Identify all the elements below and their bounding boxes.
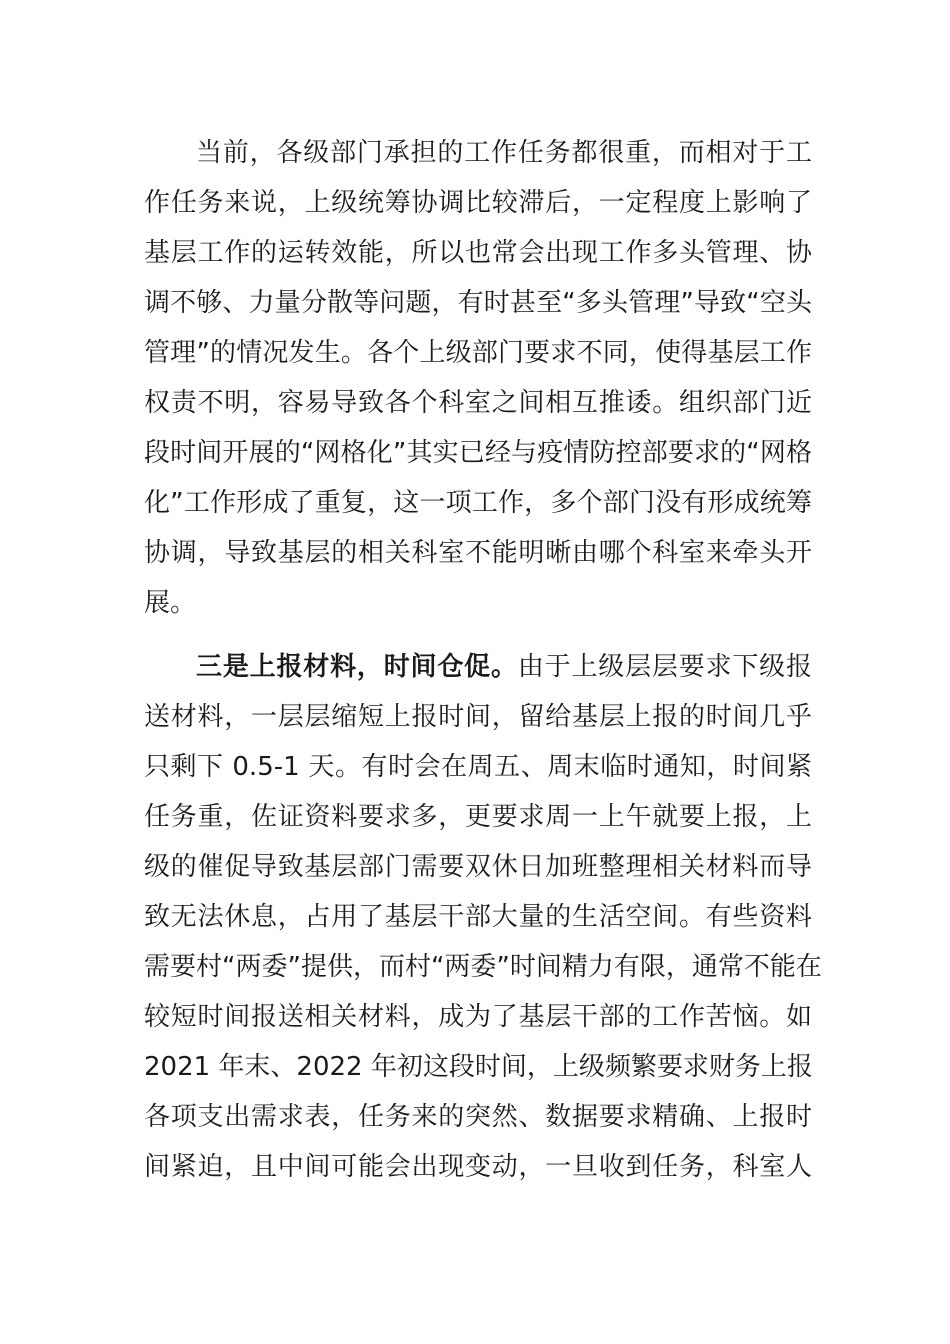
text-line: 段时间开展的“网格化”其实已经与疫情防控部要求的“网格 [144, 438, 812, 468]
paragraph-2 [144, 642, 822, 1192]
lead-text: 由于上级层层要求下级报 [517, 652, 812, 682]
text-line: 管理”的情况发生。各个上级部门要求不同，使得基层工作 [144, 338, 812, 368]
text-line: 送材料，一层层缩短上报时间，留给基层上报的时间几乎 [144, 702, 812, 732]
text-line: 致无法休息，占用了基层干部大量的生活空间。有些资料 [144, 902, 812, 932]
text-line: 调不够、力量分散等问题，有时甚至“多头管理”导致“空头 [144, 288, 812, 318]
text-line: 较短时间报送相关材料，成为了基层干部的工作苦恼。如 [144, 1002, 812, 1032]
paragraph-1 [144, 128, 812, 628]
text-line: 权责不明，容易导致各个科室之间相互推诿。组织部门近 [144, 388, 812, 418]
text-line: 作任务来说，上级统筹协调比较滞后，一定程度上影响了 [144, 188, 812, 218]
text-line-lead [144, 642, 812, 692]
text-line: 协调，导致基层的相关科室不能明晰由哪个科室来牵头开 [144, 538, 812, 568]
text-line: 基层工作的运转效能，所以也常会出现工作多头管理、协 [144, 238, 812, 268]
text-line: 展。 [144, 588, 197, 618]
text-line: 2021 年末、2022 年初这段时间，上级频繁要求财务上报 [144, 1052, 813, 1082]
text-line: 级的催促导致基层部门需要双休日加班整理相关材料而导 [144, 852, 812, 882]
text-line: 需要村“两委”提供，而村“两委”时间精力有限，通常不能在 [144, 952, 822, 982]
text-line: 化”工作形成了重复，这一项工作，多个部门没有形成统筹 [144, 488, 812, 518]
section-heading-inline: 三是上报材料，时间仓促。 [196, 652, 518, 682]
text-line: 间紧迫，且中间可能会出现变动，一旦收到任务，科室人 [144, 1152, 812, 1182]
text-line: 任务重，佐证资料要求多，更要求周一上午就要上报，上 [144, 802, 812, 832]
document-body [144, 128, 822, 1192]
text-line: 各项支出需求表，任务来的突然、数据要求精确、上报时 [144, 1102, 812, 1132]
text-line: 只剩下 0.5-1 天。有时会在周五、周末临时通知，时间紧 [144, 752, 812, 782]
text-line: 当前，各级部门承担的工作任务都很重，而相对于工 [196, 138, 812, 168]
